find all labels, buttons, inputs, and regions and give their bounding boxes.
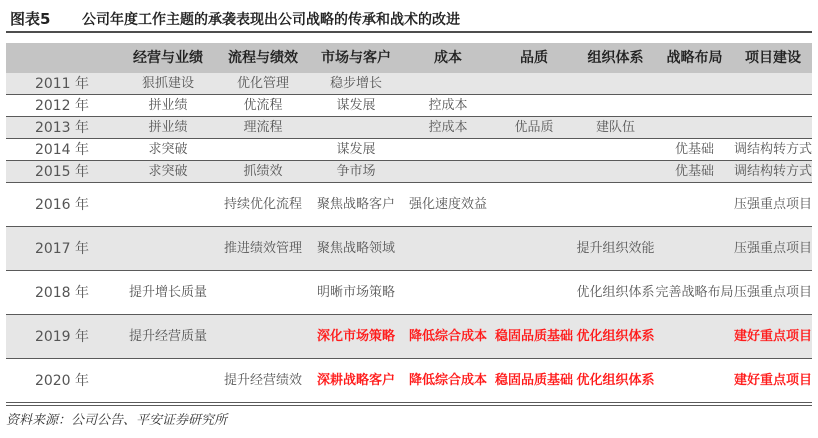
header-year — [6, 43, 118, 73]
highlighted-cell: 建好重点项目 — [734, 372, 813, 388]
table-cell — [218, 139, 308, 161]
header-operations-performance: 经营与业绩 — [118, 43, 218, 73]
year-cell: 2019 年 — [6, 315, 118, 359]
table-cell — [655, 227, 734, 271]
table-cell: 提升经营质量 — [118, 315, 218, 359]
table-cell — [734, 117, 812, 139]
table-cell — [655, 95, 734, 117]
table-cell — [404, 227, 492, 271]
highlighted-cell: 深化市场策略 — [308, 315, 404, 359]
table-cell — [118, 227, 218, 271]
highlighted-cell: 降低综合成本 — [408, 372, 487, 388]
table-cell — [734, 95, 812, 117]
year-cell: 2018 年 — [34, 284, 90, 301]
highlighted-cell: 建好重点项目 — [734, 315, 812, 359]
table-row — [6, 183, 812, 227]
year-cell: 2013 年 — [6, 117, 118, 139]
year-cell: 2014 年 — [34, 141, 90, 158]
table-cell: 稳步增长 — [308, 73, 404, 95]
table-cell — [576, 183, 655, 227]
table-cell — [492, 271, 576, 315]
year-cell: 2020 年 — [34, 372, 90, 389]
table-cell — [576, 139, 655, 161]
table-cell: 提升组织效能 — [576, 227, 655, 271]
table-cell: 控成本 — [428, 97, 468, 113]
strategy-theme-table — [6, 43, 812, 403]
table-cell: 拼业绩 — [118, 117, 218, 139]
table-cell: 优化组织体系 — [576, 284, 655, 300]
table-row — [6, 161, 812, 183]
table-cell: 求突破 — [148, 141, 188, 157]
table-cell: 聚焦战略领域 — [308, 227, 404, 271]
table-cell: 优品质 — [492, 117, 576, 139]
source-note: 资料来源：公司公告、平安证券研究所 — [6, 405, 812, 428]
table-row — [6, 271, 812, 315]
table-cell — [404, 73, 492, 95]
table-cell — [404, 161, 492, 183]
table-cell: 谋发展 — [336, 97, 376, 113]
table-cell: 谋发展 — [336, 141, 376, 157]
table-cell: 拼业绩 — [148, 97, 188, 113]
header-row — [6, 43, 812, 73]
table-cell — [492, 161, 576, 183]
table-cell — [218, 315, 308, 359]
highlighted-cell: 稳固品质基础 — [492, 315, 576, 359]
header-project-construction: 项目建设 — [734, 43, 812, 73]
highlighted-cell: 降低综合成本 — [404, 315, 492, 359]
table-cell: 调结构转方式 — [734, 161, 812, 183]
table-cell: 提升经营绩效 — [223, 372, 302, 388]
table-cell — [655, 73, 734, 95]
table-cell — [576, 73, 655, 95]
table-cell — [655, 359, 734, 403]
table-cell — [492, 139, 576, 161]
highlighted-cell: 深耕战略客户 — [316, 372, 395, 388]
table-cell — [308, 117, 404, 139]
table-cell — [655, 117, 734, 139]
table-cell — [118, 183, 218, 227]
table-cell: 理流程 — [218, 117, 308, 139]
table-cell: 争市场 — [308, 161, 404, 183]
table-cell: 狠抓建设 — [118, 73, 218, 95]
table-cell — [492, 227, 576, 271]
header-organization: 组织体系 — [576, 43, 655, 73]
table-cell: 压强重点项目 — [734, 284, 813, 300]
table-cell: 优流程 — [243, 97, 283, 113]
table-row — [6, 117, 812, 139]
table-cell: 完善战略布局 — [655, 284, 734, 300]
table-cell: 优基础 — [674, 141, 714, 157]
table-row — [6, 227, 812, 271]
figure-title: 公司年度工作主题的承袭表现出公司战略的传承和战术的改进 — [82, 12, 460, 28]
table-cell: 优化管理 — [218, 73, 308, 95]
table-cell: 明晰市场策略 — [316, 284, 395, 300]
highlighted-cell: 稳固品质基础 — [494, 372, 573, 388]
table-cell — [655, 315, 734, 359]
table-row — [6, 315, 812, 359]
table-cell: 建队伍 — [576, 117, 655, 139]
table-cell — [118, 359, 218, 403]
table-cell: 抓绩效 — [218, 161, 308, 183]
table-row — [6, 95, 812, 117]
table-cell — [492, 73, 576, 95]
table-cell — [404, 139, 492, 161]
table-cell: 压强重点项目 — [734, 227, 812, 271]
table-cell — [734, 73, 812, 95]
header-cost: 成本 — [404, 43, 492, 73]
table-cell: 调结构转方式 — [734, 141, 813, 157]
table-cell: 持续优化流程 — [223, 196, 302, 212]
year-cell: 2011 年 — [6, 73, 118, 95]
year-cell: 2016 年 — [34, 196, 90, 213]
header-strategic-layout: 战略布局 — [655, 43, 734, 73]
figure-title-bar — [6, 7, 812, 33]
table-cell: 强化速度效益 — [408, 196, 487, 212]
table-cell — [218, 271, 308, 315]
figure-label: 图表5 — [10, 10, 51, 28]
table-cell: 提升增长质量 — [128, 284, 207, 300]
table-row — [6, 359, 812, 403]
table-row — [6, 73, 812, 95]
table-cell: 聚焦战略客户 — [316, 196, 395, 212]
header-process-efficiency: 流程与绩效 — [218, 43, 308, 73]
year-cell: 2017 年 — [6, 227, 118, 271]
year-cell: 2012 年 — [34, 97, 90, 114]
table-cell: 压强重点项目 — [734, 196, 813, 212]
table-cell: 优基础 — [655, 161, 734, 183]
header-quality: 品质 — [492, 43, 576, 73]
table-cell: 推进绩效管理 — [218, 227, 308, 271]
table-cell — [576, 95, 655, 117]
highlighted-cell: 优化组织体系 — [576, 372, 655, 388]
table-cell — [492, 183, 576, 227]
table-cell — [492, 95, 576, 117]
year-cell: 2015 年 — [6, 161, 118, 183]
table-cell — [576, 161, 655, 183]
highlighted-cell: 优化组织体系 — [576, 315, 655, 359]
table-cell — [655, 183, 734, 227]
table-cell: 控成本 — [404, 117, 492, 139]
header-market-customer: 市场与客户 — [308, 43, 404, 73]
table-row — [6, 139, 812, 161]
table-cell: 求突破 — [118, 161, 218, 183]
table-cell — [404, 271, 492, 315]
